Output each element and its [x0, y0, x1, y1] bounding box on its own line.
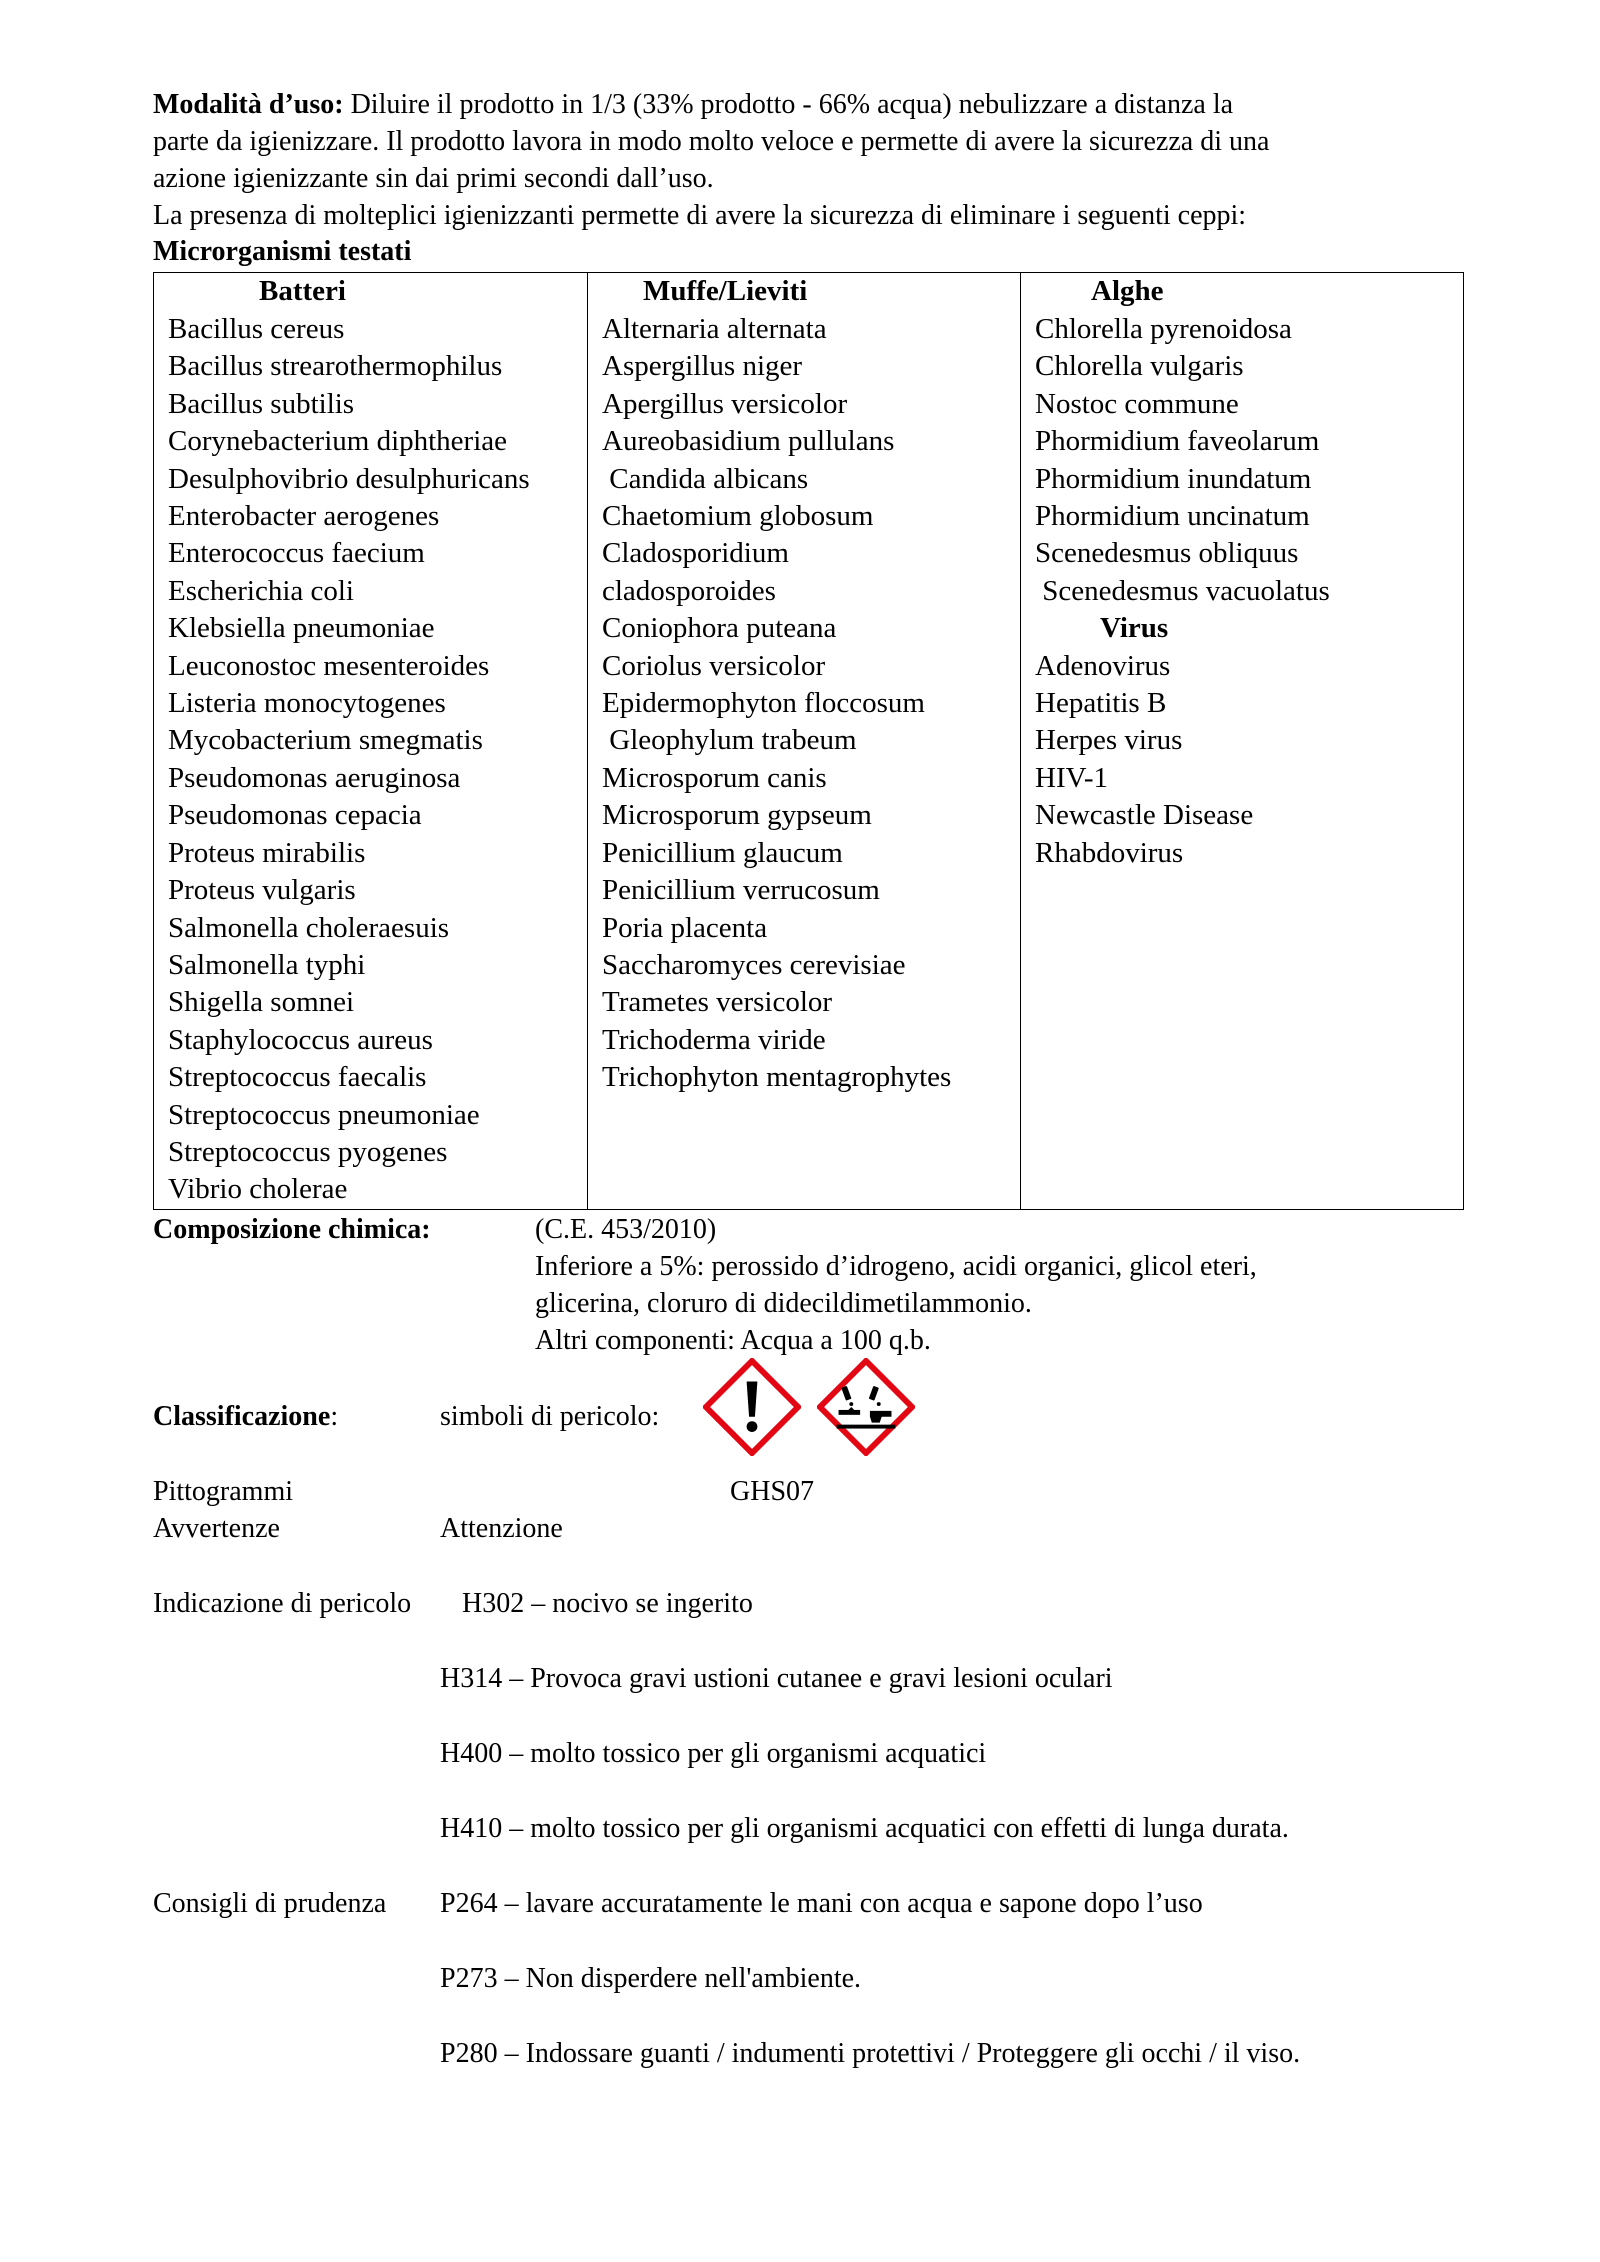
- fungi-item: Poria placenta: [602, 911, 768, 944]
- bacteria-item: Pseudomonas cepacia: [168, 799, 422, 832]
- exclamation-mark-icon: [703, 1358, 801, 1456]
- warning-value: Attenzione: [440, 1513, 563, 1544]
- bacteria-item: Enterobacter aerogenes: [168, 500, 440, 533]
- usage-line-2: parte da igienizzare. Il prodotto lavora in modo molto veloce e permette di avere la sicurezza di una: [153, 126, 1270, 157]
- fungi-item: Penicillium glaucum: [602, 836, 843, 869]
- hazard-statement-h400: H400 – molto tossico per gli organismi acquatici: [440, 1738, 987, 1769]
- composition-line-3: glicerina, cloruro di didecildimetilammonio.: [535, 1288, 1032, 1319]
- algae-item: Nostoc commune: [1035, 387, 1239, 420]
- algae-item: Phormidium uncinatum: [1035, 500, 1310, 533]
- bacteria-item: Streptococcus pneumoniae: [168, 1098, 480, 1131]
- fungi-item: Cladosporidium: [602, 537, 789, 570]
- virus-header: Virus: [1100, 612, 1169, 645]
- bacteria-item: Proteus vulgaris: [168, 874, 356, 907]
- bacteria-item: Desulphovibrio desulphuricans: [168, 462, 530, 495]
- virus-item: HIV-1: [1035, 761, 1109, 794]
- fungi-item: Penicillium verrucosum: [602, 874, 880, 907]
- bacteria-item: Leuconostoc mesenteroides: [168, 649, 490, 682]
- composition-label: Composizione chimica:: [153, 1214, 431, 1245]
- header-fungi: Muffe/Lieviti: [588, 273, 1021, 312]
- bacteria-item: Salmonella choleraesuis: [168, 911, 450, 944]
- bacteria-item: Enterococcus faecium: [168, 537, 425, 570]
- fungi-item: Chaetomium globosum: [602, 500, 874, 533]
- fungi-item: Microsporum gypseum: [602, 799, 872, 832]
- fungi-item: Trichophyton mentagrophytes: [602, 1061, 952, 1094]
- virus-item: Rhabdovirus: [1035, 836, 1184, 869]
- composition-line-4: Altri componenti: Acqua a 100 q.b.: [535, 1325, 931, 1356]
- bacteria-item: Klebsiella pneumoniae: [168, 612, 435, 645]
- fungi-item: Trichoderma viride: [602, 1023, 826, 1056]
- fungi-item: Apergillus versicolor: [602, 387, 848, 420]
- warnings-label: Avvertenze: [153, 1513, 280, 1544]
- usage-label: Modalità d’uso:: [153, 89, 344, 120]
- composition-line-1: (C.E. 453/2010): [535, 1214, 717, 1245]
- fungi-item: Aspergillus niger: [602, 350, 803, 383]
- precaution-statement-p273: P273 – Non disperdere nell'ambiente.: [440, 1963, 862, 1994]
- virus-item: Herpes virus: [1035, 724, 1183, 757]
- usage-line-4: La presenza di molteplici igienizzanti permette di avere la sicurezza di eliminare i seguenti ceppi:: [153, 200, 1247, 231]
- pictograms-label: Pittogrammi: [153, 1476, 293, 1507]
- fungi-item: Alternaria alternata: [602, 313, 827, 345]
- bacteria-item: Listeria monocytogenes: [168, 687, 446, 720]
- bacteria-item: Pseudomonas aeruginosa: [168, 761, 461, 794]
- virus-item: Adenovirus: [1035, 649, 1171, 682]
- fungi-item: Aureobasidium pullulans: [602, 425, 895, 458]
- bacteria-item: Bacillus subtilis: [168, 387, 355, 420]
- corrosion-icon: [817, 1358, 915, 1456]
- header-algae: Alghe: [1021, 273, 1464, 312]
- usage-text-1: Diluire il prodotto in 1/3 (33% prodotto - 66% acqua) nebulizzare a distanza la: [350, 89, 1234, 120]
- fungi-item: Gleophylum trabeum: [602, 724, 857, 757]
- bacteria-item: Streptococcus pyogenes: [168, 1135, 448, 1168]
- bacteria-item: Mycobacterium smegmatis: [168, 724, 483, 757]
- algae-item: Chlorella vulgaris: [1035, 350, 1244, 383]
- precaution-statement-p264: P264 – lavare accuratamente le mani con acqua e sapone dopo l’uso: [440, 1888, 1203, 1919]
- algae-item: Phormidium faveolarum: [1035, 425, 1320, 458]
- bacteria-item: Staphylococcus aureus: [168, 1023, 433, 1056]
- fungi-column: [588, 311, 1021, 1210]
- fungi-item: Microsporum canis: [602, 761, 827, 794]
- composition-line-2: Inferiore a 5%: perossido d’idrogeno, acidi organici, glicol eteri,: [535, 1251, 1257, 1282]
- table-header-row: [154, 273, 1464, 312]
- fungi-item: Candida albicans: [602, 462, 809, 495]
- bacteria-item: Shigella somnei: [168, 986, 355, 1019]
- usage-line-3: azione igienizzante sin dai primi secondi dall’uso.: [153, 163, 714, 194]
- fungi-item: Epidermophyton floccosum: [602, 687, 925, 720]
- bacteria-item: Bacillus strearothermophilus: [168, 350, 503, 383]
- algae-item: Chlorella pyrenoidosa: [1035, 313, 1292, 345]
- microorganisms-table: [153, 272, 1464, 1210]
- hazard-label: Indicazione di pericolo: [153, 1588, 412, 1619]
- algae-virus-column: [1021, 311, 1464, 1210]
- algae-item: Scenedesmus vacuolatus: [1035, 574, 1330, 607]
- algae-item: Scenedesmus obliquus: [1035, 537, 1299, 570]
- bacteria-item: Corynebacterium diphtheriae: [168, 425, 508, 458]
- pictogram-code: GHS07: [730, 1476, 815, 1507]
- bacteria-item: Bacillus cereus: [168, 313, 345, 345]
- classification-label: Classificazione:: [153, 1401, 339, 1432]
- fungi-item: Coriolus versicolor: [602, 649, 826, 682]
- bacteria-item: Streptococcus faecalis: [168, 1061, 427, 1094]
- precaution-label: Consigli di prudenza: [153, 1888, 387, 1919]
- bacteria-item: Salmonella typhi: [168, 948, 366, 981]
- hazard-statement-h314: H314 – Provoca gravi ustioni cutanee e gravi lesioni oculari: [440, 1663, 1113, 1694]
- bacteria-column: [154, 311, 588, 1210]
- bacteria-item: Vibrio cholerae: [168, 1173, 348, 1206]
- virus-item: Hepatitis B: [1035, 687, 1167, 720]
- precaution-statement-p280: P280 – Indossare guanti / indumenti protettivi / Proteggere gli occhi / il viso.: [440, 2038, 1301, 2069]
- virus-item: Newcastle Disease: [1035, 799, 1254, 832]
- bacteria-item: Proteus mirabilis: [168, 836, 366, 869]
- usage-line-1: [153, 86, 1473, 123]
- fungi-item: Coniophora puteana: [602, 612, 837, 645]
- usage-section: [153, 86, 1473, 270]
- fungi-item: Trametes versicolor: [602, 986, 833, 1019]
- hazard-symbols-label: simboli di pericolo:: [440, 1401, 660, 1432]
- algae-item: Phormidium inundatum: [1035, 462, 1312, 495]
- fungi-item: Saccharomyces cerevisiae: [602, 948, 906, 981]
- microorganisms-title: Microrganismi testati: [153, 236, 412, 267]
- hazard-statement-h302: H302 – nocivo se ingerito: [462, 1588, 753, 1619]
- fungi-item: cladosporoides: [602, 574, 776, 607]
- bacteria-item: Escherichia coli: [168, 574, 354, 607]
- hazard-statement-h410: H410 – molto tossico per gli organismi acquatici con effetti di lunga durata.: [440, 1813, 1289, 1844]
- header-bacteria: Batteri: [154, 273, 588, 312]
